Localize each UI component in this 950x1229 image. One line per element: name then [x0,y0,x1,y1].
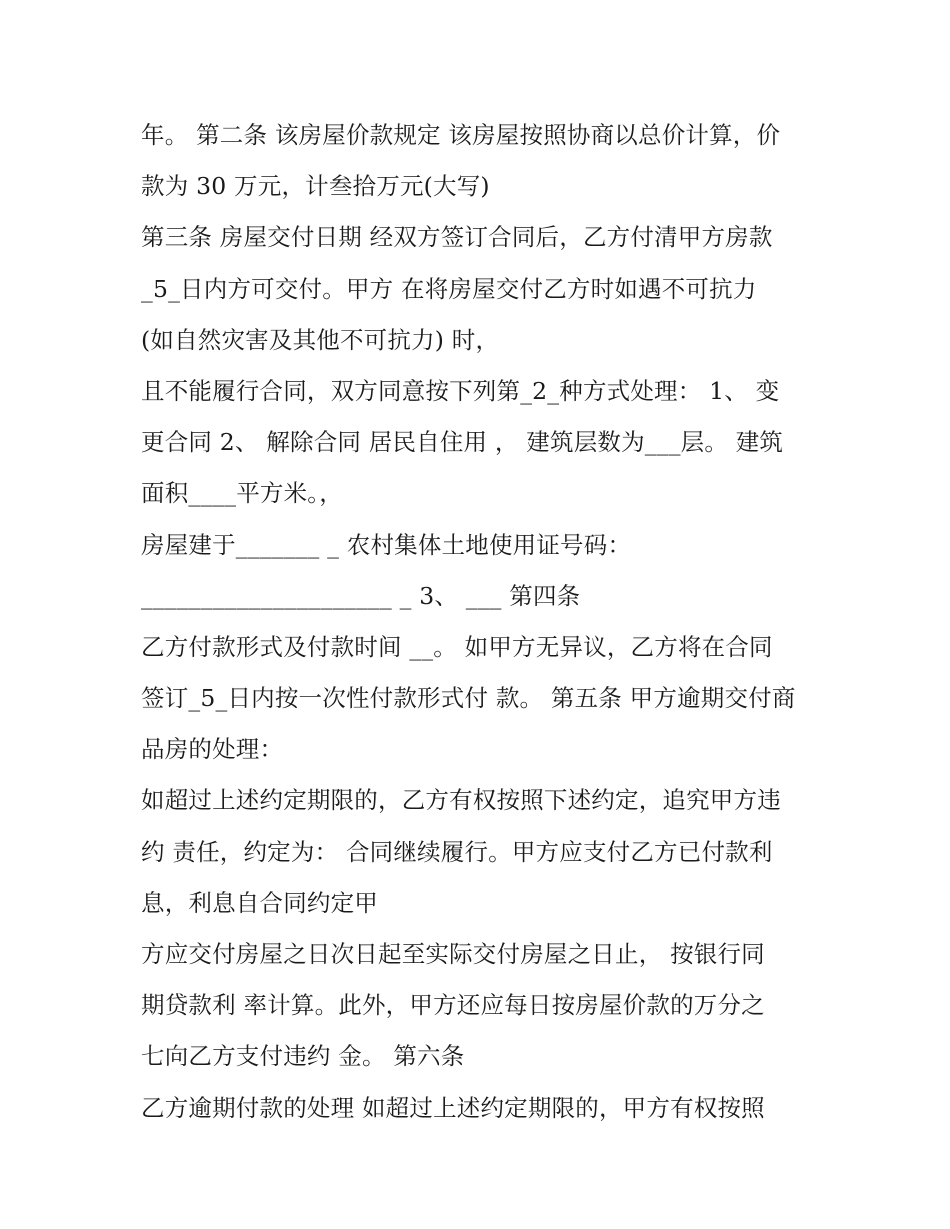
text-line: 面积____平方米。， [141,479,343,508]
document-body [141,110,821,1134]
text-line: 期贷款利 率计算。此外，甲方还应每日按房屋价款的万分之 [141,991,765,1020]
text-line: 第三条 房屋交付日期 经双方签订合同后，乙方付清甲方房款 [141,223,773,252]
text-line: _5_日内方可交付。甲方 在将房屋交付乙方时如遇不可抗力 [141,274,757,303]
text-line: 乙方付款形式及付款时间 __。 如甲方无异议，乙方将在合同 [141,632,773,661]
text-line: 房屋建于_______ _ 农村集体土地使用证号码： [141,530,632,559]
text-line: _____________________ _ 3、 ___ 第四条 [141,581,581,610]
text-line: 乙方逾期付款的处理 如超过上述约定期限的，甲方有权按照 [141,1093,765,1122]
text-line: 款为 30 万元，计叁拾万元(大写) [141,172,490,201]
text-line: 更合同 2、 解除合同 居民自住用 ， 建筑层数为___层。 建筑 [141,428,784,457]
text-line: (如自然灾害及其他不可抗力) 时， [141,325,500,354]
text-line: 约 责任，约定为： 合同继续履行。甲方应支付乙方已付款利 [141,837,773,866]
text-line: 七向乙方支付违约 金。 第六条 [141,1042,465,1071]
text-line: 年。 第二条 该房屋价款规定 该房屋按照协商以总价计算，价 [141,121,781,149]
text-line: 如超过上述约定期限的，乙方有权按照下述约定，追究甲方违 [141,786,781,815]
text-line: 且不能履行合同，双方同意按下列第_2_种方式处理： 1、 变 [141,376,780,405]
text-line: 品房的处理： [141,735,284,764]
text-line: 签订_5_日内按一次性付款形式付 款。 第五条 甲方逾期交付商 [141,684,796,713]
text-line: 方应交付房屋之日次日起至实际交付房屋之日止， 按银行同 [141,940,765,968]
text-line: 息，利息自合同约定甲 [141,888,378,917]
